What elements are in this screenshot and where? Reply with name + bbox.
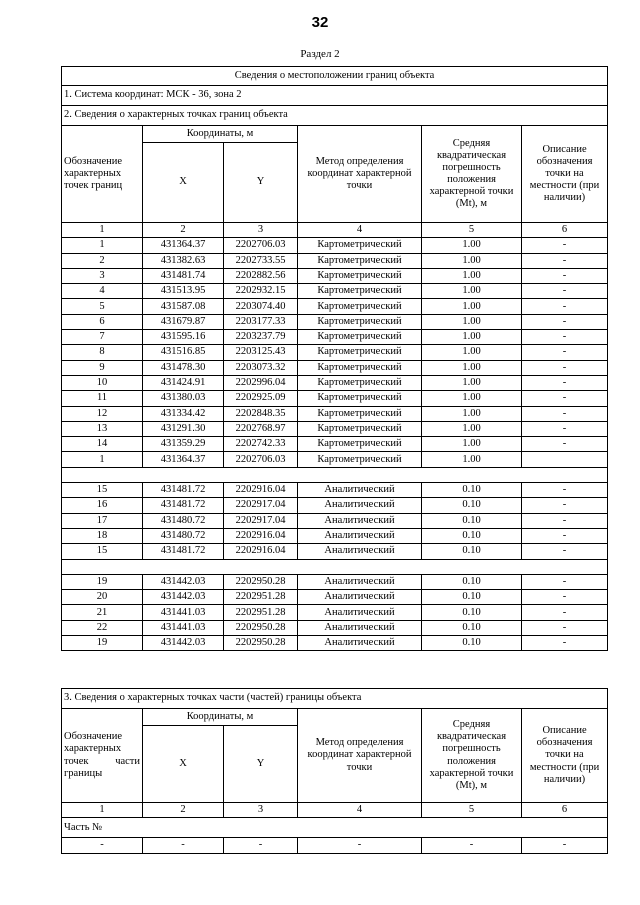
empty-cell: -: [522, 838, 608, 853]
point-description: -: [522, 268, 608, 283]
point-x: 431679.87: [143, 314, 224, 329]
point-y: 2202925.09: [224, 391, 298, 406]
table-row: [62, 590, 608, 605]
point-id: 16: [62, 498, 143, 513]
point-id: 15: [62, 544, 143, 559]
point-method: Картометрический: [298, 314, 422, 329]
column-number: 3: [224, 803, 298, 818]
point-method: Картометрический: [298, 253, 422, 268]
point-description: -: [522, 483, 608, 498]
point-description: -: [522, 605, 608, 620]
point-method: Аналитический: [298, 574, 422, 589]
point-id: 1: [62, 452, 143, 467]
point-error: 1.00: [422, 375, 522, 390]
column-number: 6: [522, 223, 608, 238]
point-method: Картометрический: [298, 299, 422, 314]
part-header-error: Средняя квадратическая погрешность положения характерной точки (Mt), м: [422, 709, 522, 803]
point-description: -: [522, 391, 608, 406]
point-error: 1.00: [422, 299, 522, 314]
table-row: [62, 238, 608, 253]
point-y: 2202951.28: [224, 605, 298, 620]
group-separator-row: [62, 559, 608, 574]
point-id: 17: [62, 513, 143, 528]
point-method: Аналитический: [298, 636, 422, 651]
point-method: Картометрический: [298, 238, 422, 253]
point-error: 1.00: [422, 391, 522, 406]
part-header-description: Описание обозначения точки на местности (при наличии): [522, 709, 608, 803]
point-error: 0.10: [422, 636, 522, 651]
points-heading: 2. Сведения о характерных точках границ объекта: [62, 106, 608, 126]
empty-cell: -: [62, 838, 143, 853]
part-label: Часть №: [62, 818, 608, 838]
part-header-coordinates: Координаты, м: [143, 709, 298, 726]
group-separator-row: [62, 467, 608, 482]
column-number: 4: [298, 803, 422, 818]
table-row: [62, 314, 608, 329]
point-y: 2203074.40: [224, 299, 298, 314]
point-method: Картометрический: [298, 375, 422, 390]
coordinate-system: 1. Система координат: МСК - 36, зона 2: [62, 86, 608, 106]
point-id: 6: [62, 314, 143, 329]
point-error: 1.00: [422, 452, 522, 467]
table-row: [62, 406, 608, 421]
point-description: -: [522, 330, 608, 345]
point-description: -: [522, 513, 608, 528]
point-x: 431364.37: [143, 452, 224, 467]
column-number: 6: [522, 803, 608, 818]
table-row: [62, 253, 608, 268]
point-description: -: [522, 253, 608, 268]
point-description: -: [522, 544, 608, 559]
point-y: 2202916.04: [224, 544, 298, 559]
point-error: 1.00: [422, 268, 522, 283]
point-method: Аналитический: [298, 498, 422, 513]
header-designation: Обозначение характерных точек границ: [62, 126, 143, 223]
point-x: 431364.37: [143, 238, 224, 253]
point-method: Картометрический: [298, 452, 422, 467]
point-y: 2202882.56: [224, 268, 298, 283]
point-y: 2202917.04: [224, 498, 298, 513]
point-description: -: [522, 299, 608, 314]
point-x: 431481.74: [143, 268, 224, 283]
boundary-points-table: [61, 66, 608, 651]
header-method: Метод определения координат характерной точки: [298, 126, 422, 223]
point-method: Аналитический: [298, 513, 422, 528]
column-numbers-row: [62, 223, 608, 238]
table-row: [62, 620, 608, 635]
table-row: [62, 345, 608, 360]
point-id: 10: [62, 375, 143, 390]
point-x: 431480.72: [143, 528, 224, 543]
point-x: 431442.03: [143, 590, 224, 605]
point-y: 2202706.03: [224, 452, 298, 467]
point-id: 12: [62, 406, 143, 421]
point-id: 18: [62, 528, 143, 543]
part-header-x: X: [143, 726, 224, 803]
header-y: Y: [224, 143, 298, 223]
part-column-numbers-row: [62, 803, 608, 818]
point-id: 20: [62, 590, 143, 605]
point-method: Аналитический: [298, 605, 422, 620]
point-error: 0.10: [422, 590, 522, 605]
table-row: [62, 544, 608, 559]
point-x: 431380.03: [143, 391, 224, 406]
point-error: 0.10: [422, 528, 522, 543]
empty-cell: -: [143, 838, 224, 853]
part-boundary-table: [61, 688, 608, 854]
table-row: [62, 375, 608, 390]
point-y: 2202916.04: [224, 528, 298, 543]
point-description: -: [522, 620, 608, 635]
point-x: 431478.30: [143, 360, 224, 375]
point-error: 0.10: [422, 483, 522, 498]
table-row: [62, 421, 608, 436]
point-description: -: [522, 375, 608, 390]
point-error: 0.10: [422, 574, 522, 589]
point-description: -: [522, 314, 608, 329]
point-y: 2202951.28: [224, 590, 298, 605]
point-y: 2202950.28: [224, 636, 298, 651]
point-id: 5: [62, 299, 143, 314]
point-id: 21: [62, 605, 143, 620]
point-method: Аналитический: [298, 544, 422, 559]
point-description: -: [522, 284, 608, 299]
point-description: -: [522, 437, 608, 452]
point-id: 8: [62, 345, 143, 360]
point-y: 2202996.04: [224, 375, 298, 390]
point-y: 2202848.35: [224, 406, 298, 421]
table-row: [62, 528, 608, 543]
point-y: 2202742.33: [224, 437, 298, 452]
point-y: 2202950.28: [224, 574, 298, 589]
point-id: 11: [62, 391, 143, 406]
point-method: Картометрический: [298, 406, 422, 421]
point-id: 9: [62, 360, 143, 375]
table-row: [62, 636, 608, 651]
point-x: 431359.29: [143, 437, 224, 452]
section-label: Раздел 2: [300, 48, 340, 60]
part-empty-row: [62, 838, 608, 853]
point-description: -: [522, 498, 608, 513]
table-row: [62, 284, 608, 299]
point-method: Аналитический: [298, 590, 422, 605]
point-x: 431587.08: [143, 299, 224, 314]
table-row: [62, 452, 608, 467]
point-description: -: [522, 528, 608, 543]
point-y: 2203125.43: [224, 345, 298, 360]
table-row: [62, 268, 608, 283]
table-row: [62, 513, 608, 528]
column-number: 2: [143, 223, 224, 238]
point-x: 431291.30: [143, 421, 224, 436]
point-error: 0.10: [422, 498, 522, 513]
point-description: -: [522, 574, 608, 589]
point-description: [522, 452, 608, 467]
separator-cell: [62, 559, 608, 574]
main-title: Сведения о местоположении границ объекта: [62, 67, 608, 86]
point-x: 431513.95: [143, 284, 224, 299]
column-number: 1: [62, 803, 143, 818]
point-y: 2202950.28: [224, 620, 298, 635]
empty-cell: -: [422, 838, 522, 853]
point-x: 431480.72: [143, 513, 224, 528]
point-method: Аналитический: [298, 528, 422, 543]
point-id: 14: [62, 437, 143, 452]
point-error: 0.10: [422, 605, 522, 620]
point-error: 0.10: [422, 620, 522, 635]
point-description: -: [522, 345, 608, 360]
point-error: 1.00: [422, 253, 522, 268]
point-error: 1.00: [422, 284, 522, 299]
part-header-y: Y: [224, 726, 298, 803]
point-y: 2202917.04: [224, 513, 298, 528]
point-error: 1.00: [422, 421, 522, 436]
point-x: 431442.03: [143, 636, 224, 651]
point-y: 2202932.15: [224, 284, 298, 299]
point-x: 431382.63: [143, 253, 224, 268]
point-error: 1.00: [422, 437, 522, 452]
point-y: 2202768.97: [224, 421, 298, 436]
point-description: -: [522, 406, 608, 421]
point-id: 19: [62, 636, 143, 651]
column-number: 5: [422, 803, 522, 818]
page-number: 32: [311, 14, 329, 31]
point-x: 431516.85: [143, 345, 224, 360]
point-x: 431481.72: [143, 498, 224, 513]
header-error: Средняя квадратическая погрешность положения характерной точки (Mt), м: [422, 126, 522, 223]
point-description: -: [522, 590, 608, 605]
point-method: Картометрический: [298, 330, 422, 345]
point-description: -: [522, 238, 608, 253]
point-method: Картометрический: [298, 437, 422, 452]
point-x: 431442.03: [143, 574, 224, 589]
point-error: 1.00: [422, 360, 522, 375]
point-y: 2202706.03: [224, 238, 298, 253]
point-method: Картометрический: [298, 391, 422, 406]
point-id: 2: [62, 253, 143, 268]
point-id: 15: [62, 483, 143, 498]
point-method: Картометрический: [298, 268, 422, 283]
point-error: 1.00: [422, 345, 522, 360]
header-coordinates: Координаты, м: [143, 126, 298, 143]
point-x: 431441.03: [143, 605, 224, 620]
header-description: Описание обозначения точки на местности (при наличии): [522, 126, 608, 223]
empty-cell: -: [224, 838, 298, 853]
point-method: Картометрический: [298, 421, 422, 436]
point-description: -: [522, 421, 608, 436]
point-method: Аналитический: [298, 620, 422, 635]
point-x: 431441.03: [143, 620, 224, 635]
column-number: 3: [224, 223, 298, 238]
point-y: 2203073.32: [224, 360, 298, 375]
table-row: [62, 330, 608, 345]
table-row: [62, 360, 608, 375]
point-y: 2203177.33: [224, 314, 298, 329]
part-header-designation: Обозначение характерных точек части границы: [62, 709, 143, 803]
point-x: 431481.72: [143, 483, 224, 498]
point-error: 1.00: [422, 406, 522, 421]
table-row: [62, 391, 608, 406]
point-id: 7: [62, 330, 143, 345]
point-error: 1.00: [422, 238, 522, 253]
part-header-method: Метод определения координат характерной точки: [298, 709, 422, 803]
point-id: 22: [62, 620, 143, 635]
point-method: Картометрический: [298, 284, 422, 299]
point-method: Картометрический: [298, 360, 422, 375]
table-row: [62, 574, 608, 589]
table-row: [62, 437, 608, 452]
point-id: 19: [62, 574, 143, 589]
point-x: 431424.91: [143, 375, 224, 390]
point-x: 431481.72: [143, 544, 224, 559]
point-method: Картометрический: [298, 345, 422, 360]
point-description: -: [522, 636, 608, 651]
point-error: 0.10: [422, 513, 522, 528]
header-x: X: [143, 143, 224, 223]
point-id: 1: [62, 238, 143, 253]
point-error: 1.00: [422, 330, 522, 345]
point-x: 431595.16: [143, 330, 224, 345]
point-y: 2202733.55: [224, 253, 298, 268]
table-row: [62, 483, 608, 498]
table-row: [62, 299, 608, 314]
table-row: [62, 498, 608, 513]
column-number: 1: [62, 223, 143, 238]
point-x: 431334.42: [143, 406, 224, 421]
point-id: 4: [62, 284, 143, 299]
table-row: [62, 605, 608, 620]
point-error: 0.10: [422, 544, 522, 559]
column-number: 2: [143, 803, 224, 818]
separator-cell: [62, 467, 608, 482]
point-description: -: [522, 360, 608, 375]
empty-cell: -: [298, 838, 422, 853]
part-heading: 3. Сведения о характерных точках части (частей) границы объекта: [62, 689, 608, 709]
point-id: 3: [62, 268, 143, 283]
point-method: Аналитический: [298, 483, 422, 498]
point-id: 13: [62, 421, 143, 436]
point-y: 2203237.79: [224, 330, 298, 345]
point-y: 2202916.04: [224, 483, 298, 498]
column-number: 5: [422, 223, 522, 238]
column-number: 4: [298, 223, 422, 238]
point-error: 1.00: [422, 314, 522, 329]
